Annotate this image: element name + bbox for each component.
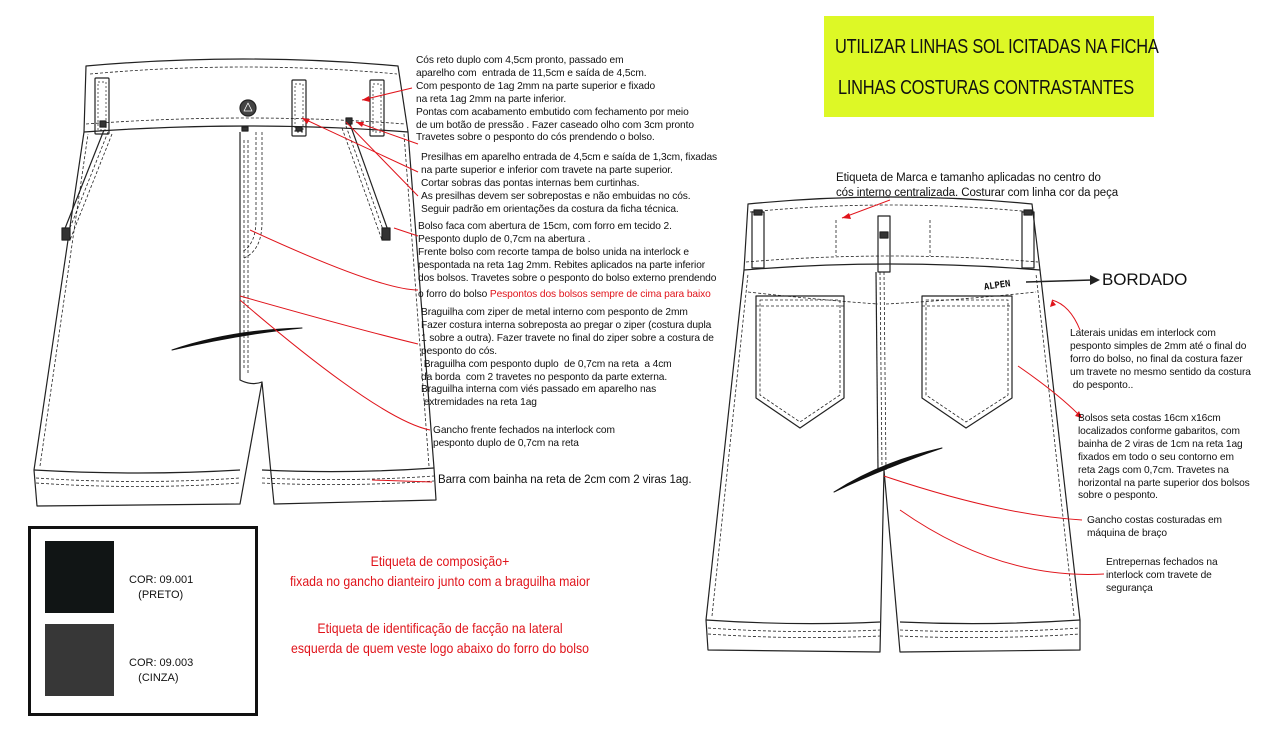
note-back-crotch: Gancho costas costuradas em máquina de braço — [1087, 515, 1222, 539]
bordado-arrow — [1026, 275, 1100, 285]
swatch-gray-label: COR: 09.003 (CINZA) — [129, 657, 194, 684]
front-button — [240, 100, 256, 116]
front-left-pocket — [62, 130, 104, 236]
back-left-pocket — [756, 296, 844, 428]
brand-embroidery: ALPEN — [983, 279, 1012, 293]
note-belt-loops: Presilhas em aparelho entrada de 4,5cm e saída de 1,3cm, fixadas na parte superior e inferior com travete na parte superior. Cortar sobras das pontas internas bem curtinhas. As presilhas devem ser sobrepostas e não embuidas no cós. Seguir padrão em orientações da costura da ficha técnica. — [421, 152, 718, 215]
front-body — [34, 132, 436, 506]
banner-line-1: UTILIZAR LINHAS SOL ICITADAS NA FICHA — [835, 36, 1159, 58]
note-bordado: BORDADO — [1102, 270, 1188, 289]
back-belt-loop — [752, 212, 764, 268]
back-right-pocket — [922, 296, 1012, 428]
note-inseam: Entrepernas fechados na interlock com travete de segurança — [1106, 557, 1218, 594]
note-fly: Braguilha com ziper de metal interno com pesponto de 2mm Fazer costura interna sobreposta ao pregar o ziper (costura dupla 1 sobre a outra). Fazer travete no final do ziper sobre a costura de pesponto do cós. Braguilha com pesponto duplo de 0,7cm na reta a 4cm da borda com 2 travetes no pesponto da parte externa. Braguilha interna com viés passado em aparelho nas extremidades na reta 1ag — [421, 307, 714, 409]
front-fly — [240, 132, 262, 384]
back-shorts — [706, 197, 1080, 652]
banner-line-2: LINHAS COSTURAS CONTRASTANTES — [838, 77, 1135, 99]
note-composition-label: Etiqueta de composição+ fixada no gancho dianteiro junto com a braguilha maior — [290, 553, 590, 589]
note-pocket-red: Pespontos dos bolsos sempre de cima para baixo — [489, 289, 711, 300]
front-right-pocket — [350, 124, 390, 236]
note-hem: Barra com bainha na reta de 2cm com 2 viras 1ag. — [438, 474, 692, 486]
note-front-pocket-end: o forro do bolso Pespontos dos bolsos sempre de cima para baixo — [418, 289, 711, 300]
note-sides: Laterais unidas em interlock com pesponto simples de 2mm até o final do forro do bolso, no final da costura fazer um travete no mesmo sentido da costura do pesponto.. — [1070, 328, 1251, 391]
swatch-black — [45, 541, 114, 613]
swatch-black-label: COR: 09.001 (PRETO) — [129, 574, 194, 601]
swatch-gray — [45, 624, 114, 696]
note-waistband: Cós reto duplo com 4,5cm pronto, passado em aparelho com entrada de 11,5cm e saída de 4,5cm. Com pesponto de 1ag 2mm na parte superior e fixado na reta 1ag 2mm na parte inferior. Pontas com acabamento embutido com fechamento por meio de um botão de pressão . Fazer caseado olho com 3cm pronto Travetes sobre o pesponto do cós prendendo o bolso. — [416, 55, 694, 144]
thread-instruction-banner — [824, 16, 1159, 117]
note-front-pocket: Bolso faca com abertura de 15cm, com forro em tecido 2. Pesponto duplo de 0,7cm na abertura . Frente bolso com recorte tampa de bolso unida na interlock e pespontada na reta 1ag 2mm. Rebites aplicados na parte inferior dos bolsos. Travetes sobre o pesponto do bolso externo prendendo — [418, 221, 717, 284]
note-brand-label: Etiqueta de Marca e tamanho aplicadas no centro do cós interno centralizada. Costurar com linha cor da peça — [836, 172, 1119, 199]
note-back-pockets: Bolsos seta costas 16cm x16cm localizados conforme gabaritos, com bainha de 2 viras de 1cm na reta 1ag fixados em todo o seu contorno em reta 2ags com 0,7cm. Travetes na horizontal na parte superior dos bolsos sobre o pesponto. — [1078, 413, 1250, 502]
back-body — [706, 270, 1080, 652]
note-identification-label: Etiqueta de identificação de facção na lateral esquerda de quem veste logo abaixo do forro do bolso — [291, 620, 589, 656]
front-shorts — [34, 59, 436, 506]
note-front-crotch: Gancho frente fechados na interlock com pesponto duplo de 0,7cm na reta — [433, 425, 615, 449]
color-swatch-panel — [28, 526, 258, 716]
